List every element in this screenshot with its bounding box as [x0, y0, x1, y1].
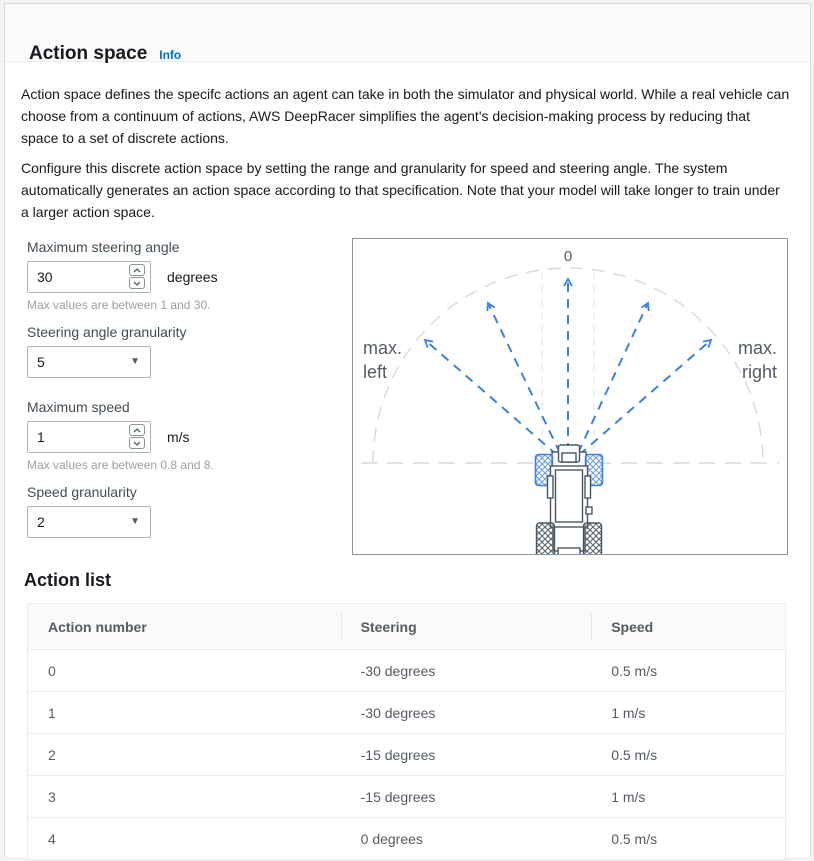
- chevron-up-icon: [133, 268, 141, 273]
- column-header-action-number: Action number: [48, 618, 147, 635]
- steering-granularity-label: Steering angle granularity: [27, 324, 187, 340]
- diagram-max-left-label-1: max.: [363, 338, 403, 358]
- chevron-down-icon: ▼: [130, 516, 140, 527]
- stepper-up-button[interactable]: [129, 264, 145, 276]
- selected-value: 5: [37, 354, 45, 370]
- max-steering-helper-text: Max values are between 1 and 30.: [27, 298, 211, 312]
- steering-arrows: [425, 279, 711, 455]
- table-cell: -30 degrees: [360, 662, 436, 679]
- stepper-down-button[interactable]: [129, 437, 145, 449]
- speed-granularity-label: Speed granularity: [27, 484, 137, 500]
- steering-granularity-select[interactable]: [27, 346, 151, 378]
- diagram-max-left-label-2: left: [363, 362, 388, 382]
- column-header-speed: Speed: [591, 604, 785, 649]
- action-space-diagram: [352, 238, 788, 555]
- info-link[interactable]: Info: [159, 47, 182, 62]
- max-speed-helper-text: Max values are between 0.8 and 8.: [27, 458, 214, 472]
- description-paragraph-2: Configure this discrete action space by setting the range and granularity for speed and steering angle. The system automatically generates an action space according to that specification. Note that your model will take longer to train under a larger action space.: [21, 160, 780, 220]
- chevron-down-icon: ▼: [130, 356, 140, 367]
- unit-label-degrees: degrees: [167, 269, 218, 285]
- max-steering-angle-field: [27, 261, 218, 293]
- diagram-guides: [361, 268, 779, 463]
- table-cell: 0: [48, 662, 56, 679]
- table-cell: 0 degrees: [360, 830, 423, 847]
- table-cell: 2: [48, 746, 56, 763]
- table-body: [28, 650, 785, 860]
- table-cell: 0.5 m/s: [611, 662, 658, 679]
- table-cell: 1 m/s: [611, 788, 646, 805]
- diagram-zero-label: 0: [563, 248, 573, 265]
- column-header-steering: Steering: [341, 604, 592, 649]
- table-cell: 3: [48, 788, 56, 805]
- table-cell: 1: [48, 704, 56, 721]
- panel-header: [5, 4, 809, 62]
- stepper-down-button[interactable]: [129, 277, 145, 289]
- selected-value: 2: [37, 514, 45, 530]
- table-header-row: [28, 604, 785, 650]
- number-stepper: [129, 264, 145, 289]
- diagram-max-right-label-2: right: [741, 362, 777, 382]
- table-cell: -15 degrees: [360, 746, 436, 763]
- diagram-max-right-label-1: max.: [737, 338, 777, 358]
- max-steering-angle-label: Maximum steering angle: [27, 239, 180, 255]
- chevron-down-icon: [133, 281, 141, 286]
- number-stepper: [129, 424, 145, 449]
- chevron-up-icon: [133, 428, 141, 433]
- table-cell: 1 m/s: [611, 704, 646, 721]
- table-cell: 0.5 m/s: [611, 830, 658, 847]
- table-cell: -30 degrees: [360, 704, 436, 721]
- unit-label-ms: m/s: [167, 429, 190, 445]
- stepper-up-button[interactable]: [129, 424, 145, 436]
- table-cell: -15 degrees: [360, 788, 436, 805]
- table-row: [28, 692, 785, 734]
- table-row: [28, 776, 785, 818]
- car-top-view-icon: [536, 445, 603, 554]
- table-row: [28, 650, 785, 692]
- table-row: [28, 818, 785, 860]
- table-cell: 0.5 m/s: [611, 746, 658, 763]
- page-title: Action space: [29, 42, 148, 64]
- table-row: [28, 734, 785, 776]
- description-paragraph-1: Action space defines the specifc actions an agent can take in both the simulator and physical world. While a real vehicle can choose from a continuum of actions, AWS DeepRacer simplifies the agent's decision-making process by reducing that space to a set of discrete actions.: [21, 86, 790, 146]
- speed-granularity-select[interactable]: [27, 506, 151, 538]
- table-cell: 4: [48, 830, 56, 847]
- chevron-down-icon: [133, 441, 141, 446]
- max-speed-label: Maximum speed: [27, 399, 130, 415]
- action-list-table: [27, 603, 786, 861]
- max-speed-field: [27, 421, 190, 453]
- action-list-title: Action list: [24, 570, 112, 590]
